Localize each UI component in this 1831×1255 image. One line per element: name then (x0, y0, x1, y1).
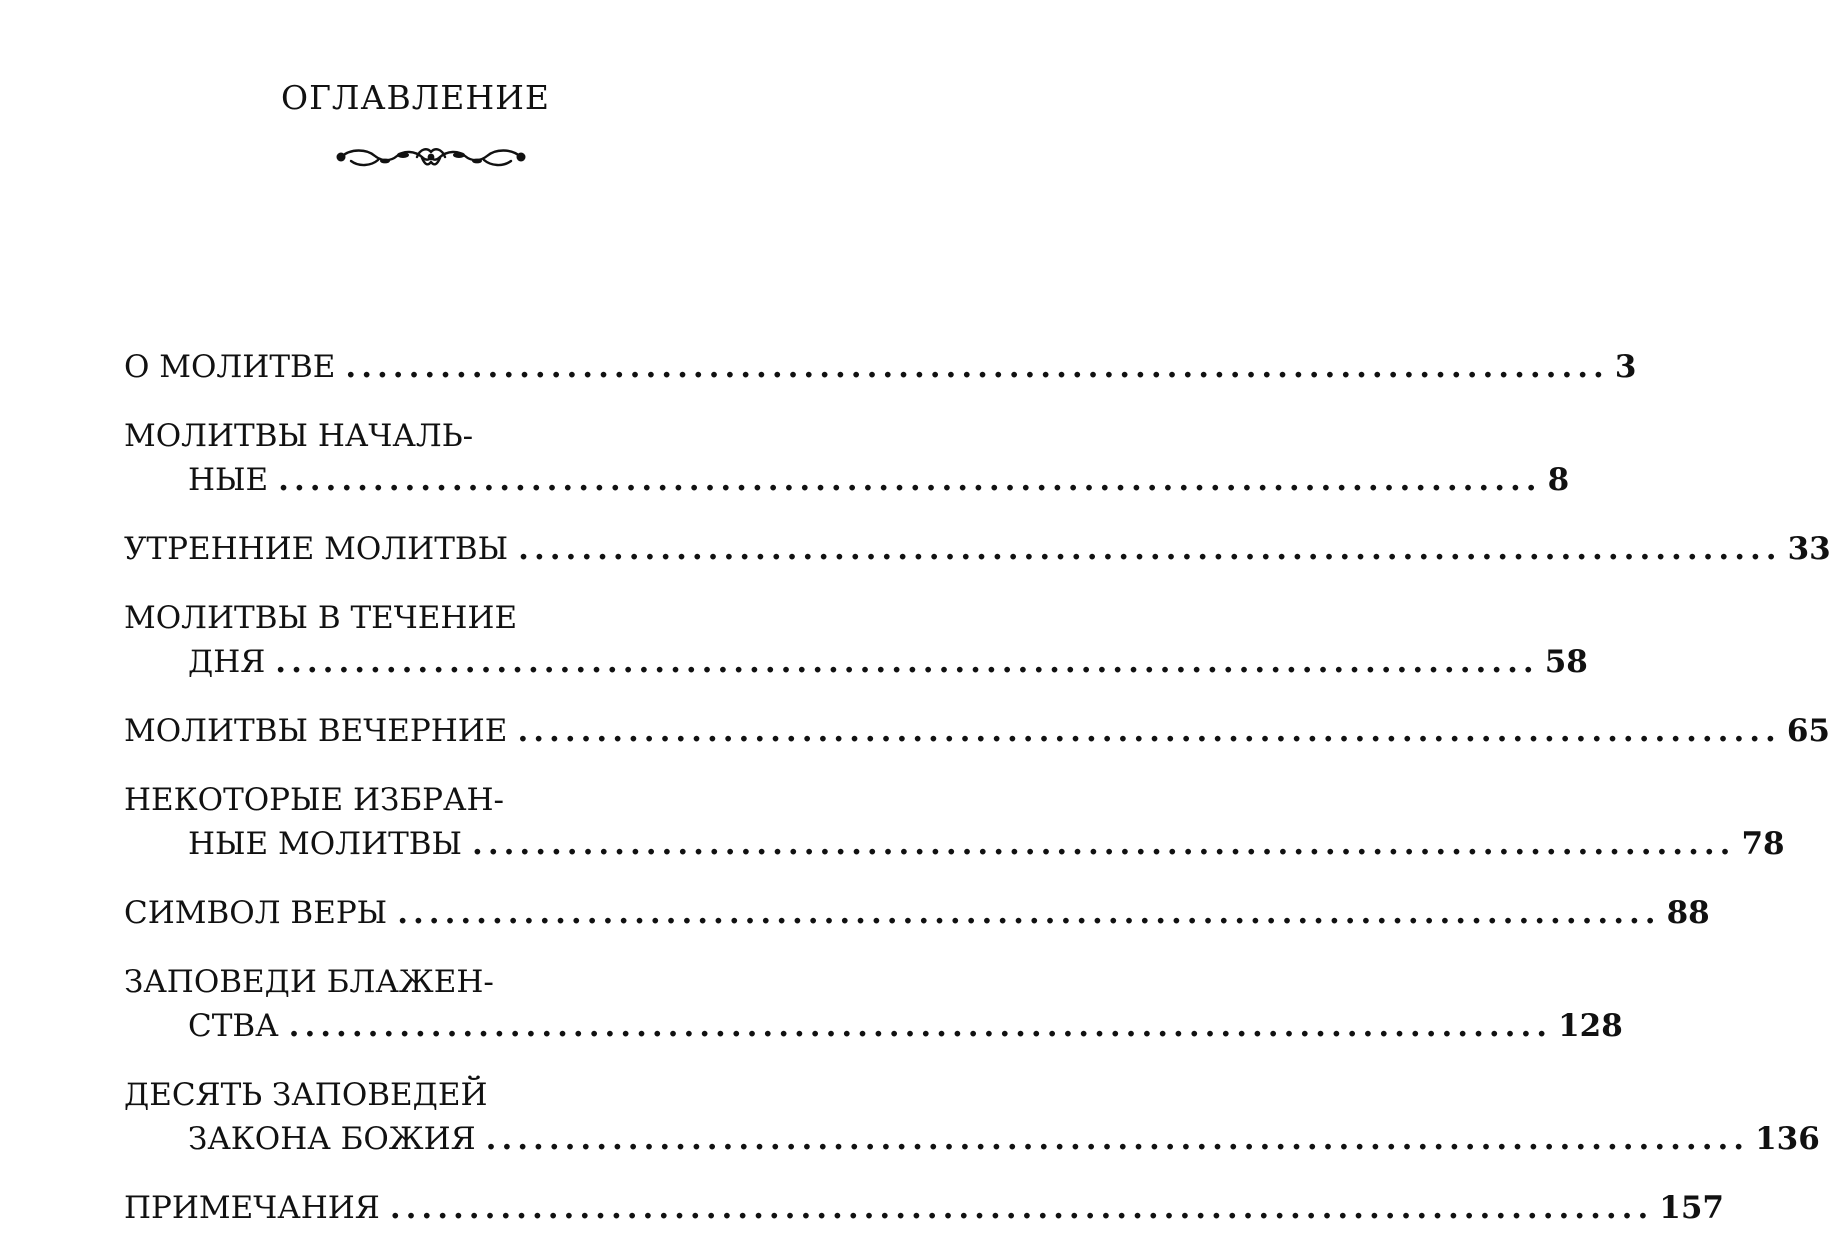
dot-leader: ................................................................................ (518, 531, 1782, 567)
dot-leader: ................................................................................ (517, 713, 1781, 749)
toc-page-number: 8 (1547, 462, 1570, 498)
flourish-ornament-icon (333, 140, 529, 174)
toc-entry[interactable] (118, 960, 1623, 1048)
dot-leader: ................................................................................ (485, 1121, 1750, 1157)
toc-entry-title: ПРИМЕЧАНИЯ (124, 1190, 380, 1226)
toc-entry[interactable] (118, 778, 1785, 866)
toc-page-number: 78 (1741, 826, 1785, 862)
toc-entry[interactable] (118, 709, 1830, 753)
toc-entry-title: НЕКОТОРЫЕ ИЗБРАН- (124, 782, 504, 818)
dot-leader: ................................................................................ (389, 1190, 1654, 1226)
toc-entry[interactable] (118, 891, 1710, 935)
dot-leader: ................................................................................ (275, 644, 1539, 680)
toc-page-number: 58 (1544, 644, 1588, 680)
table-of-contents (118, 345, 1831, 1255)
toc-entry-title: МОЛИТВЫ НАЧАЛЬ- (124, 418, 474, 454)
toc-entry-title-continuation: СТВА (188, 1008, 279, 1044)
toc-entry[interactable] (118, 527, 1831, 571)
toc-entry-title-continuation: НЫЕ (188, 462, 269, 498)
dot-leader: ................................................................................ (278, 462, 1542, 498)
dot-leader: ................................................................................ (397, 895, 1661, 931)
toc-page-number: 3 (1614, 349, 1637, 385)
toc-page-number: 136 (1755, 1121, 1820, 1157)
toc-entry-title: ЗАПОВЕДИ БЛАЖЕН- (124, 964, 494, 1000)
toc-page-number: 33 (1787, 531, 1831, 567)
dot-leader: ................................................................................ (472, 826, 1736, 862)
contents-heading: ОГЛАВЛЕНИЕ (281, 78, 550, 117)
toc-entry-title: О МОЛИТВЕ (124, 349, 336, 385)
toc-entry-title: ДЕСЯТЬ ЗАПОВЕДЕЙ (124, 1077, 488, 1113)
toc-page-number: 157 (1659, 1190, 1724, 1226)
toc-entry-title-continuation: ДНЯ (188, 644, 266, 680)
toc-entry[interactable] (118, 596, 1588, 684)
dot-leader: ................................................................................ (345, 349, 1609, 385)
toc-entry[interactable] (118, 414, 1570, 502)
toc-entry[interactable] (118, 1186, 1724, 1230)
toc-page-number: 88 (1666, 895, 1710, 931)
dot-leader: ................................................................................ (288, 1008, 1553, 1044)
toc-entry-title: МОЛИТВЫ В ТЕЧЕНИЕ (124, 600, 518, 636)
toc-entry[interactable] (118, 345, 1637, 389)
toc-entry-title-continuation: НЫЕ МОЛИТВЫ (188, 826, 463, 862)
toc-entry-title-continuation: ЗАКОНА БОЖИЯ (188, 1121, 476, 1157)
toc-entry-title: СИМВОЛ ВЕРЫ (124, 895, 388, 931)
toc-entry-title: МОЛИТВЫ ВЕЧЕРНИЕ (124, 713, 508, 749)
toc-entry[interactable] (118, 1073, 1820, 1161)
toc-entry-title: УТРЕННИЕ МОЛИТВЫ (124, 531, 509, 567)
toc-page-number: 65 (1786, 713, 1830, 749)
toc-page-number: 128 (1558, 1008, 1623, 1044)
